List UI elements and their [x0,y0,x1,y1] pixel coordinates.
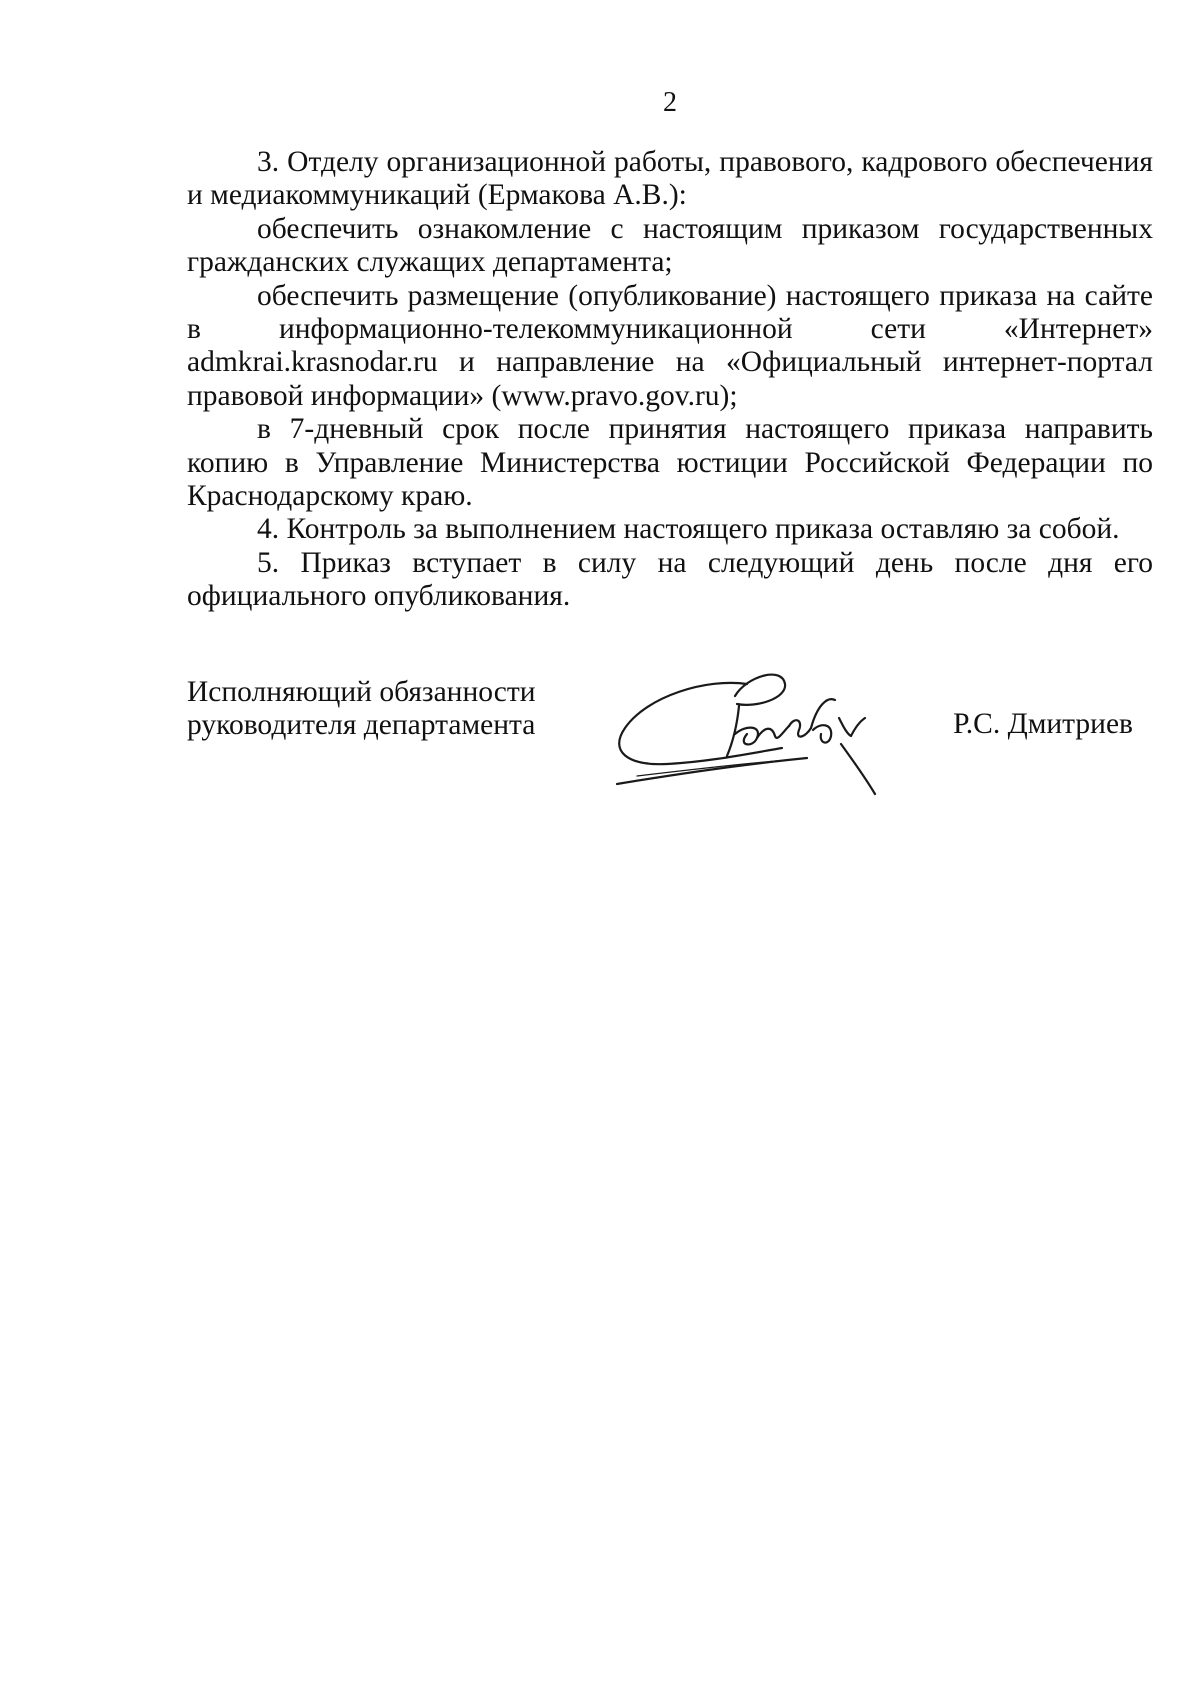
paragraph-item-5: 5. Приказ вступает в силу на следующий день после дня его официального опубликования. [187,546,1153,613]
paragraph-item-4: 4. Контроль за выполнением настоящего приказа оставляю за собой. [257,513,1120,546]
page-number: 2 [663,87,677,118]
paragraph-familiarization: обеспечить ознакомление с настоящим приказом государственных гражданских служащих департамента; [187,212,1153,279]
signature-block [187,676,1153,816]
paragraph-publication: обеспечить размещение (опубликование) настоящего приказа на сайте в информационно-телекоммуникационной сети «Интернет» admkrai.krasnodar.ru и направление на «Официальный интернет-портал правовой информации» (www.pravo.gov.ru); [187,279,1153,412]
signatory-position-line1: Исполняющий обязанности [187,676,536,708]
signatory-position-line2: руководителя департамента [187,709,536,742]
paragraph-item-3: 3. Отделу организационной работы, правового, кадрового обеспечения и медиакоммуникаций (Ермакова А.В.): [187,146,1153,212]
paragraph-copy-to-ministry: в 7-дневный срок после принятия настоящего приказа направить копию в Управление Министерства юстиции Российской Федерации по Краснодарскому краю. [187,413,1153,513]
signatory-name: Р.С. Дмитриев [953,708,1133,740]
signatory-position [187,676,536,743]
document-body [187,146,1153,614]
signature-icon [607,656,907,806]
